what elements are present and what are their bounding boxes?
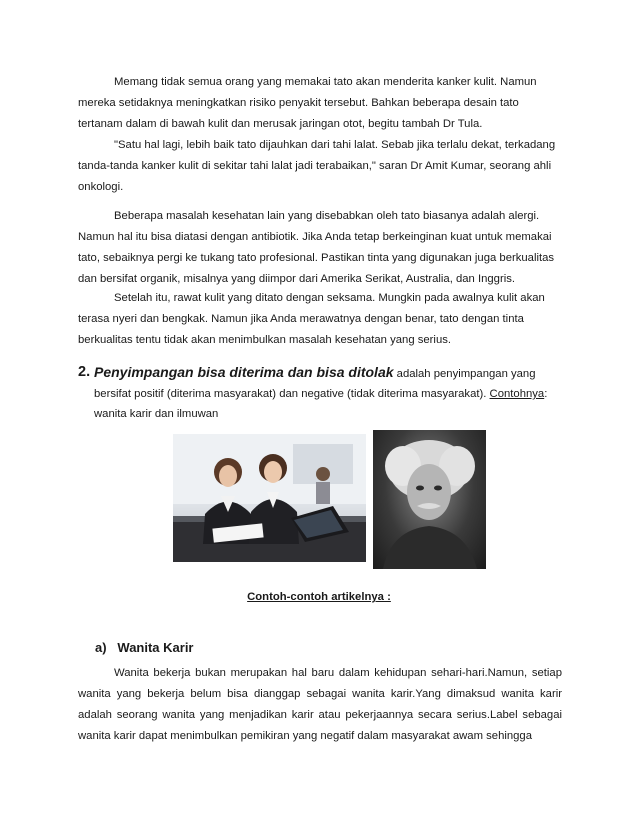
section-2-heading (78, 362, 562, 424)
subsection-heading (95, 640, 194, 655)
example-link[interactable]: Contohnya (489, 388, 545, 400)
section-examples: : wanita karir dan ilmuwan (94, 388, 548, 420)
scientist-illustration (373, 430, 486, 569)
paragraph-career-women: Wanita bekerja bukan merupakan hal baru dalam kehidupan sehari-hari.Namun, setiap wanita yang bekerja belum bisa dianggap sebagai wanita karir.Yang dimaksud wanita karir adalah seorang wanita yang menjadikan karir atau pekerjaannya secara serius.Label sebagai wanita karir dapat menimbulkan pemikiran yang negatif dalam masyarakat awam sehingga (78, 667, 562, 742)
subsection-title: Wanita Karir (117, 640, 194, 655)
figure-caption: Contoh-contoh artikelnya : (247, 591, 391, 603)
paragraph-tattoo-risk: Memang tidak semua orang yang memakai tato akan menderita kanker kulit. Namun mereka setidaknya meningkatkan risiko penyakit tersebut. Bahkan beberapa desain tato tertanam dalam di bawah kulit dan merusak jaringan otot, begitu tambah Dr Tula. (78, 76, 537, 130)
section-description: adalah penyimpangan yang bersifat positif (diterima masyarakat) dan negative (tidak diterima masyarakat). (94, 368, 536, 400)
career-women-photo (173, 434, 366, 562)
paragraph-allergy: Beberapa masalah kesehatan lain yang disebabkan oleh tato biasanya adalah alergi. Namun hal itu bisa diatasi dengan antibiotik. Jika Anda tetap berkeinginan kuat untuk memakai tato, sebaiknya pergi ke tukang tato profesional. Pastikan tinta yang digunakan juga berkualitas dan bersifat organik, misalnya yang diimpor dari Amerika Serikat, Australia, dan Inggris. (78, 210, 555, 285)
paragraph-quote-doctor: "Satu hal lagi, lebih baik tato dijauhkan dari tahi lalat. Sebab jika terlalu dekat, terkadang tanda-tanda kanker kulit di sekitar tahi lalat jadi terabaikan," saran Dr Amit Kumar, seorang ahli onkologi. (78, 139, 556, 193)
scientist-photo (373, 430, 486, 569)
subsection-label: a) (95, 640, 107, 655)
career-women-illustration (173, 434, 366, 562)
section-title: Penyimpangan bisa diterima dan bisa ditolak (94, 364, 394, 380)
section-2-body (94, 362, 562, 424)
paragraph-aftercare: Setelah itu, rawat kulit yang ditato dengan seksama. Mungkin pada awalnya kulit akan terasa nyeri dan bengkak. Namun jika Anda merawatnya dengan benar, tato dengan tinta berkualitas tentu tidak akan menimbulkan masalah kesehatan yang serius. (78, 292, 545, 346)
section-number: 2. (78, 364, 91, 380)
